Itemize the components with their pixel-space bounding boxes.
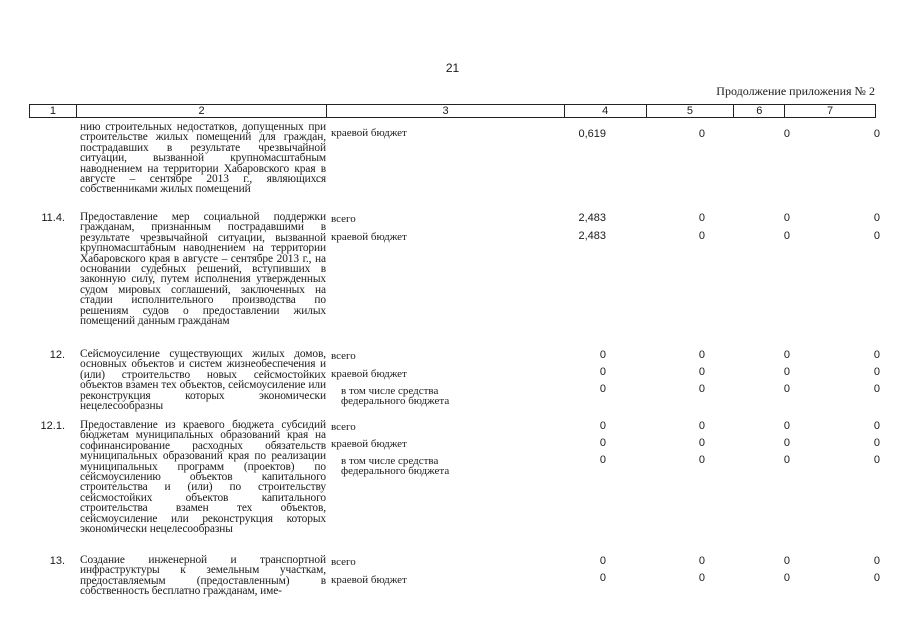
source-label: в том числе средства федерального бюджета [341, 455, 450, 477]
value-col-5: 0 [698, 366, 705, 378]
value-col-4: 0 [599, 437, 606, 449]
continuation-label: Продолжение приложения № 2 [716, 84, 875, 98]
header-col-5: 5 [647, 105, 735, 117]
value-col-5: 0 [698, 128, 705, 140]
value-col-4: 0 [599, 383, 606, 395]
header-col-3: 3 [327, 105, 564, 117]
value-col-5: 0 [698, 437, 705, 449]
value-col-6: 0 [783, 454, 790, 466]
value-col-6: 0 [783, 437, 790, 449]
value-col-6: 0 [783, 128, 790, 140]
source-label: всего [331, 213, 356, 225]
value-col-6: 0 [783, 555, 790, 567]
value-col-6: 0 [783, 572, 790, 584]
value-col-4: 0 [599, 555, 606, 567]
value-col-6: 0 [783, 212, 790, 224]
value-col-5: 0 [698, 383, 705, 395]
value-col-4: 2,483 [578, 230, 606, 242]
value-col-7: 0 [873, 366, 880, 378]
table-header [29, 104, 876, 118]
row-description: нию строительных недостатков, допущенных при строительстве жилых помещений для граждан, пострадавших в результате чрезвычайной ситуации, вызванной крупномасштабным наводнением на территории Хабаровского края в августе – сентябре 2013 г., являющихся собственниками жилых помещений [80, 121, 326, 196]
value-col-6: 0 [783, 383, 790, 395]
value-col-7: 0 [873, 230, 880, 242]
value-col-7: 0 [873, 555, 880, 567]
source-label: краевой бюджет [331, 438, 407, 450]
value-col-7: 0 [873, 128, 880, 140]
header-col-2: 2 [77, 105, 327, 117]
value-col-5: 0 [698, 230, 705, 242]
value-col-4: 0 [599, 366, 606, 378]
source-label: в том числе средства федерального бюджета [341, 385, 450, 407]
page-number: 21 [445, 61, 460, 75]
source-label: всего [331, 421, 356, 433]
value-col-7: 0 [873, 454, 880, 466]
source-label: всего [331, 556, 356, 568]
row-description: Создание инженерной и транспортной инфраструктуры к земельным участкам, предоставляемым (предоставленным) в собственность бесплатно гражданам, име- [80, 554, 326, 598]
row-number: 11.4. [41, 212, 65, 224]
header-col-7: 7 [827, 105, 834, 117]
source-label: краевой бюджет [331, 127, 407, 139]
source-label: краевой бюджет [331, 574, 407, 586]
header-col-4: 4 [565, 105, 647, 117]
value-col-5: 0 [698, 555, 705, 567]
value-col-4: 0 [599, 572, 606, 584]
value-col-7: 0 [873, 383, 880, 395]
value-col-7: 0 [873, 420, 880, 432]
row-description: Предоставление мер социальной поддержки гражданам, признанным пострадавшими в результате чрезвычайной ситуации, вызванной крупномасштабным наводнением на территории Хабаровского края в августе – сентябре 2013 г., на основании судебных решений, вступивших в законную силу, путем исполнения утвержденных судом мировых соглашений, заключенных на стадии исполнительного производства по решениям судов о предоставлении жилых помещений данным гражданам [80, 211, 326, 328]
row-number: 12. [49, 349, 65, 361]
value-col-7: 0 [873, 212, 880, 224]
header-col-1: 1 [30, 105, 77, 117]
source-label: краевой бюджет [331, 231, 407, 243]
row-description: Сейсмоусиление существующих жилых домов, основных объектов и систем жизнеобеспечения и (или) строительство новых сейсмостойких объектов взамен тех объектов, сейсмоусиление или реконструкция которых экономически нецелесообразны [80, 348, 326, 413]
source-label: всего [331, 350, 356, 362]
value-col-6: 0 [783, 349, 790, 361]
row-number: 13. [49, 555, 65, 567]
value-col-5: 0 [698, 349, 705, 361]
value-col-4: 2,483 [578, 212, 606, 224]
value-col-7: 0 [873, 349, 880, 361]
row-description: Предоставление из краевого бюджета субсидий бюджетам муниципальных образований края на софинансирование расходных обязательств муниципальных образований края по реализации муниципальных программ (проектов) по сейсмоусилению объектов капитального строительства и (или) по строительству сейсмостойких объектов капитального строительства взамен тех объектов, сейсмоусиление или реконструкция которых экономически нецелесообразны [80, 419, 326, 536]
value-col-7: 0 [873, 572, 880, 584]
value-col-4: 0,619 [578, 128, 606, 140]
value-col-5: 0 [698, 454, 705, 466]
value-col-5: 0 [698, 420, 705, 432]
value-col-6: 0 [783, 366, 790, 378]
row-number: 12.1. [40, 420, 65, 432]
value-col-5: 0 [698, 572, 705, 584]
value-col-6: 0 [783, 230, 790, 242]
value-col-5: 0 [698, 212, 705, 224]
value-col-4: 0 [599, 454, 606, 466]
value-col-7: 0 [873, 437, 880, 449]
value-col-4: 0 [599, 349, 606, 361]
source-label: краевой бюджет [331, 368, 407, 380]
value-col-6: 0 [783, 420, 790, 432]
value-col-4: 0 [599, 420, 606, 432]
header-col-6: 6 [734, 105, 785, 117]
